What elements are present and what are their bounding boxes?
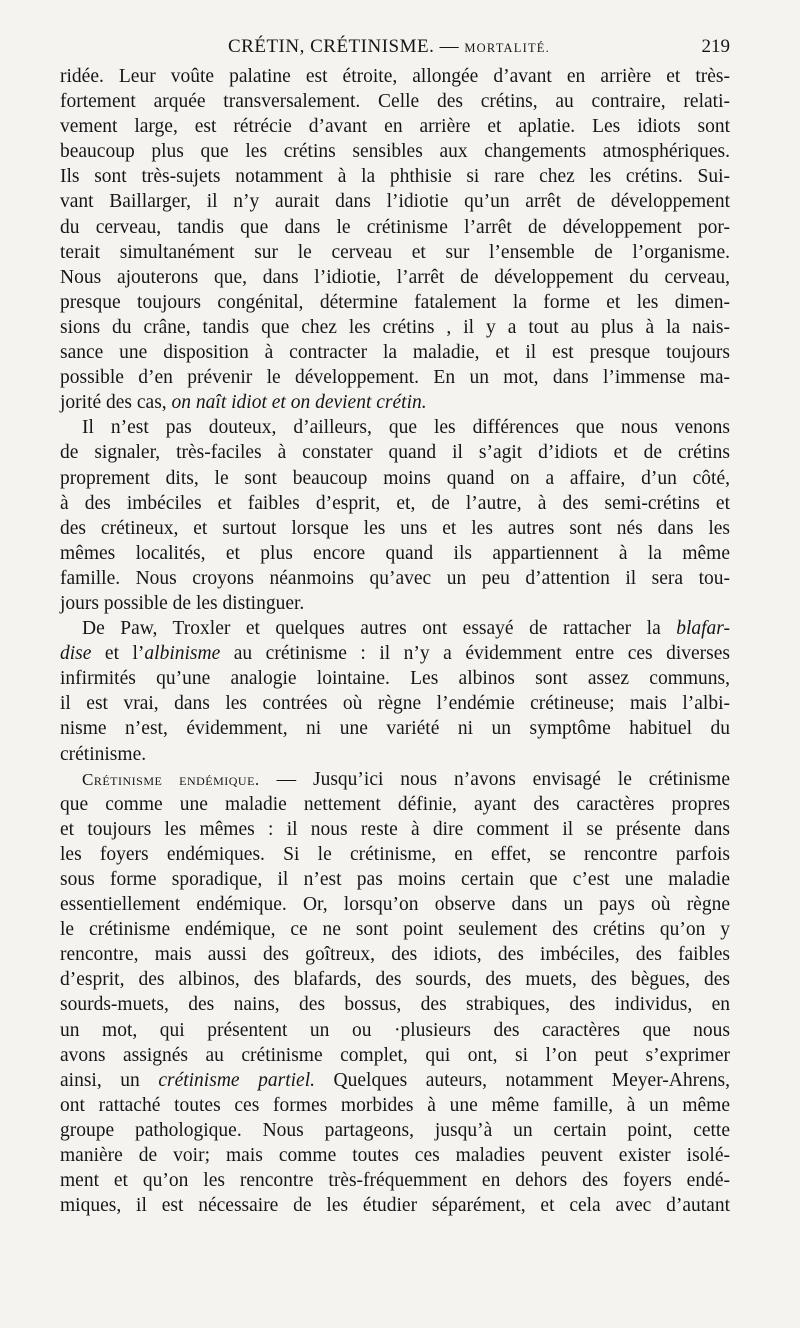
text-run: Quelques auteurs, notamment Meyer-Ahrens, bbox=[315, 1069, 730, 1091]
italic-term: dise bbox=[60, 643, 92, 665]
text-line: un mot, qui présentent un ou ·plusieurs des caractères que nous bbox=[60, 1019, 730, 1041]
text-line: vant Baillarger, il n’y aurait dans l’idiotie qu’un arrêt de développement bbox=[60, 191, 730, 213]
running-section: MORTALITÉ. bbox=[464, 41, 550, 55]
text-run: au crétinisme : il n’y a évidemment entre ces diverses bbox=[220, 643, 730, 665]
text-run: — Jusqu’ici nous n’avons envisagé le crétinisme bbox=[259, 768, 731, 790]
body-text bbox=[60, 64, 730, 1218]
text-line: sance une disposition à contracter la maladie, et il est presque toujours bbox=[60, 342, 730, 364]
text-line: sourds-muets, des nains, des bossus, des strabiques, des individus, en bbox=[60, 994, 730, 1016]
text-line: manière de voir; mais comme toutes ces maladies peuvent exister isolé- bbox=[60, 1145, 730, 1167]
text-line: et toujours les mêmes : il nous reste à dire comment il se présente dans bbox=[60, 818, 730, 840]
text-run: jorité des cas, bbox=[60, 392, 172, 414]
text-run: et l’ bbox=[91, 643, 145, 665]
text-line: ment et qu’on les rencontre très-fréquemment en dehors des foyers endé- bbox=[60, 1170, 730, 1192]
text-line: miques, il est nécessaire de les étudier séparément, et cela avec d’autant bbox=[60, 1195, 730, 1217]
text-line: ont rattaché toutes ces formes morbides à une même famille, à un même bbox=[60, 1094, 730, 1116]
paragraph-1 bbox=[60, 64, 730, 415]
text-line: sous forme sporadique, il n’est pas moins certain que c’est une maladie bbox=[60, 869, 730, 890]
paragraph-3 bbox=[60, 616, 730, 767]
page-number: 219 bbox=[701, 36, 730, 57]
text-line: crétinisme. bbox=[60, 743, 147, 765]
text-line: il est vrai, dans les contrées où règne l’endémie crétineuse; mais l’albi- bbox=[60, 693, 730, 715]
text-line: de signaler, très-faciles à constater quand il s’agit d’idiots et de crétins bbox=[60, 442, 730, 464]
text-line bbox=[60, 616, 730, 641]
page-header bbox=[60, 32, 730, 62]
text-line: que comme une maladie nettement définie, ayant des caractères propres bbox=[60, 793, 730, 815]
text-line: Nous ajouterons que, dans l’idiotie, l’arrêt de développement du cerveau, bbox=[60, 266, 730, 288]
text-line: Ils sont très-sujets notamment à la phthisie si rare chez les crétins. Sui- bbox=[60, 166, 730, 188]
paragraph-4 bbox=[60, 767, 730, 1219]
running-head bbox=[228, 36, 550, 58]
text-line: vement large, est rétrécie d’avant en arrière et aplatie. Les idiots sont bbox=[60, 116, 730, 138]
text-line: des crétineux, et surtout lorsque les uns et les autres sont nés dans les bbox=[60, 517, 730, 539]
text-run: ainsi, un bbox=[60, 1069, 159, 1091]
text-line: mêmes localités, et plus encore quand ils appartiennent à la même bbox=[60, 542, 730, 564]
text-line: sions du crâne, tandis que chez les crétins , il y a tout au plus à la nais- bbox=[60, 316, 730, 338]
section-heading: Crétinisme endémique. bbox=[82, 769, 260, 789]
text-line: proprement dits, le sont beaucoup moins quand on a affaire, d’un côté, bbox=[60, 467, 730, 489]
text-line: jours possible de les distinguer. bbox=[60, 592, 305, 614]
text-line: infirmités qu’une analogie lointaine. Les albinos sont assez communs, bbox=[60, 668, 730, 690]
text-line: le crétinisme endémique, ce ne sont point seulement des crétins qu’on y bbox=[60, 919, 730, 941]
text-line: ridée. Leur voûte palatine est étroite, allongée d’avant en arrière et très- bbox=[60, 66, 730, 87]
paragraph-2 bbox=[60, 415, 730, 616]
text-line: terait simultanément sur le cerveau et sur l’ensemble de l’organisme. bbox=[60, 241, 730, 263]
text-line: presque toujours congénital, détermine fatalement la forme et les dimen- bbox=[60, 291, 730, 313]
text-line bbox=[60, 641, 730, 666]
text-line: Il n’est pas douteux, d’ailleurs, que les différences que nous venons bbox=[82, 417, 730, 439]
text-line: fortement arquée transversalement. Celle des crétins, au contraire, relati- bbox=[60, 91, 730, 113]
text-run: De Paw, Troxler et quelques autres ont essayé de rattacher la bbox=[82, 618, 677, 640]
text-line: du cerveau, tandis que dans le crétinisme l’arrêt de développement por- bbox=[60, 216, 730, 238]
text-line: d’esprit, des albinos, des blafards, des sourds, des muets, des bègues, des bbox=[60, 969, 730, 991]
italic-term: crétinisme partiel. bbox=[158, 1069, 315, 1091]
text-line: famille. Nous croyons néanmoins qu’avec un peu d’attention il sera tou- bbox=[60, 567, 730, 589]
italic-term: blafar- bbox=[676, 618, 730, 640]
text-line: essentiellement endémique. Or, lorsqu’on observe dans un pays où règne bbox=[60, 894, 730, 916]
text-line: à des imbéciles et faibles d’esprit, et, de l’autre, à des semi-crétins et bbox=[60, 492, 730, 514]
text-line: nisme n’est, évidemment, ni une variété ni un symptôme habituel du bbox=[60, 718, 730, 740]
text-line bbox=[60, 390, 730, 415]
text-line: avons assignés au crétinisme complet, qui ont, si l’on peut s’exprimer bbox=[60, 1044, 730, 1066]
text-line: rencontre, mais aussi des goîtreux, des idiots, des imbéciles, des faibles bbox=[60, 944, 730, 966]
text-line bbox=[60, 1068, 730, 1093]
running-title: CRÉTIN, CRÉTINISME. — bbox=[228, 36, 465, 57]
italic-phrase: on naît idiot et on devient crétin. bbox=[171, 392, 427, 414]
text-line: groupe pathologique. Nous partageons, jusqu’à un certain point, cette bbox=[60, 1119, 730, 1141]
text-line: beaucoup plus que les crétins sensibles aux changements atmosphériques. bbox=[60, 141, 730, 163]
text-line bbox=[60, 767, 730, 792]
italic-term: albinisme bbox=[144, 643, 221, 665]
text-line: les foyers endémiques. Si le crétinisme, en effet, se rencontre parfois bbox=[60, 843, 730, 865]
text-line: possible d’en prévenir le développement. En un mot, dans l’immense ma- bbox=[60, 367, 730, 389]
